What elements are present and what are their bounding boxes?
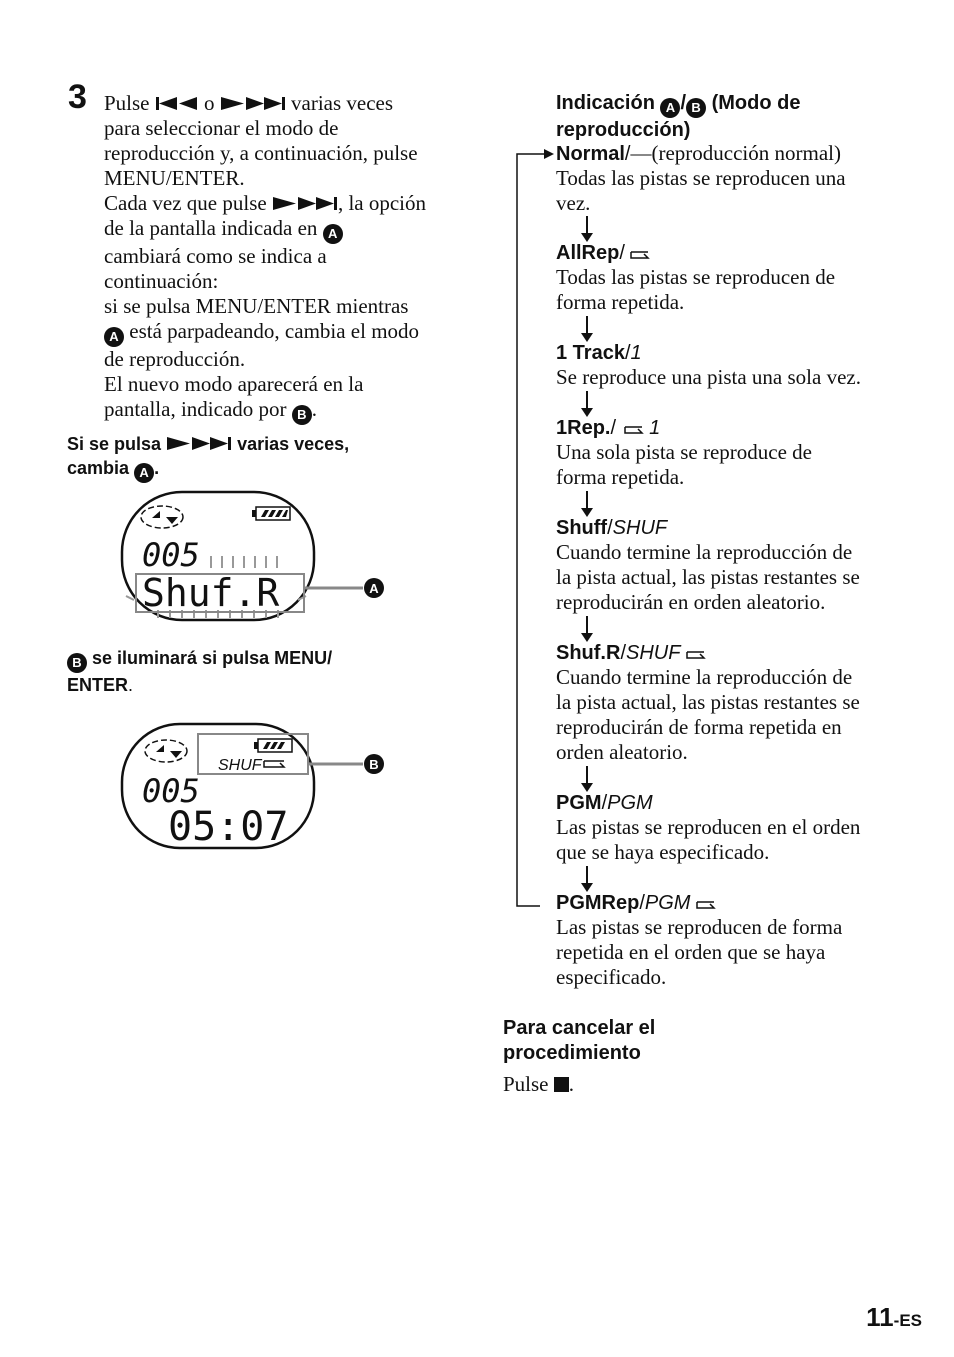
lcd-track-number: 005 bbox=[142, 536, 200, 574]
cancel-text bbox=[503, 1072, 574, 1097]
text: cambia bbox=[67, 458, 130, 478]
text: especificado. bbox=[556, 965, 667, 989]
mode-shufr bbox=[556, 641, 886, 765]
page-number bbox=[866, 1302, 922, 1333]
label-b-icon: B bbox=[292, 405, 312, 425]
text: Pulse bbox=[104, 91, 150, 115]
down-arrow-icon bbox=[586, 391, 588, 415]
text: / bbox=[624, 143, 631, 165]
text: la pista actual, las pistas restantes se bbox=[556, 690, 860, 714]
text: Todas las pistas se reproducen una bbox=[556, 166, 846, 190]
text: procedimiento bbox=[503, 1042, 641, 1064]
down-arrow-icon bbox=[586, 866, 588, 890]
play-next-icon bbox=[166, 436, 232, 451]
text: forma repetida. bbox=[556, 465, 685, 489]
prev-track-icon bbox=[155, 96, 199, 111]
text: —(reproducción normal) bbox=[630, 141, 841, 165]
text: de la pantalla indicada en bbox=[104, 216, 318, 240]
text: / bbox=[639, 892, 645, 914]
text: Pulse bbox=[503, 1072, 549, 1096]
text: reproducirán de forma repetida en bbox=[556, 715, 842, 739]
text: está parpadeando, cambia el modo bbox=[129, 319, 420, 343]
lcd-time: 05:07 bbox=[168, 804, 289, 850]
down-arrow-icon bbox=[586, 766, 588, 790]
text: 1 Track bbox=[556, 342, 625, 364]
text: Shuf.R bbox=[556, 642, 621, 664]
battery-icon bbox=[254, 739, 292, 752]
callout-b-label: B bbox=[369, 757, 379, 772]
text: , la opción bbox=[337, 191, 427, 215]
mode-normal bbox=[556, 141, 886, 216]
text: reproducción y, a continuación, pulse bbox=[104, 141, 418, 165]
text: Indicación bbox=[556, 92, 655, 114]
text: PGM bbox=[607, 792, 653, 814]
lcd-track-number: 005 bbox=[142, 772, 200, 810]
label-a-icon: A bbox=[660, 98, 680, 118]
text: 11 bbox=[866, 1302, 894, 1332]
loop-arrow bbox=[512, 146, 556, 910]
label-a-icon: A bbox=[104, 327, 124, 347]
text: que se haya especificado. bbox=[556, 840, 770, 864]
play-next-icon bbox=[272, 196, 338, 211]
text: Cuando termine la reproducción de bbox=[556, 665, 853, 689]
text: PGM bbox=[644, 892, 691, 914]
text: Cada vez que pulse bbox=[104, 191, 267, 215]
text: Normal bbox=[556, 143, 625, 165]
lcd-display-b bbox=[118, 720, 390, 852]
repeat-icon bbox=[264, 761, 284, 767]
text: forma repetida. bbox=[556, 290, 685, 314]
repeat-icon bbox=[630, 249, 650, 261]
text: Las pistas se reproducen de forma bbox=[556, 915, 843, 939]
text: se iluminará si pulsa MENU/ bbox=[92, 648, 333, 668]
down-arrow-icon bbox=[586, 216, 588, 240]
text: PGM bbox=[556, 792, 602, 814]
label-a-icon: A bbox=[323, 224, 343, 244]
text: Para cancelar el bbox=[503, 1017, 656, 1039]
text: -ES bbox=[893, 1311, 922, 1330]
text: vez. bbox=[556, 191, 591, 215]
text: ENTER bbox=[67, 675, 129, 695]
stop-icon bbox=[554, 1077, 569, 1092]
mode-allrep bbox=[556, 241, 886, 315]
text: Se reproduce una pista una sola vez. bbox=[556, 365, 861, 389]
label-b-icon: B bbox=[67, 653, 87, 673]
step-number: 3 bbox=[68, 78, 87, 116]
mode-pgmrep bbox=[556, 891, 886, 990]
label-b-icon: B bbox=[686, 98, 706, 118]
text: . bbox=[154, 458, 160, 478]
shuffle-disc-icon bbox=[141, 506, 183, 528]
text: varias veces, bbox=[237, 434, 350, 454]
text: reproducirán en orden aleatorio. bbox=[556, 590, 826, 614]
text: continuación: bbox=[104, 269, 219, 293]
text: . bbox=[311, 397, 318, 421]
lcd-display-a bbox=[118, 488, 390, 624]
mode-1track bbox=[556, 341, 886, 390]
text: / bbox=[610, 417, 617, 439]
mode-1rep bbox=[556, 416, 886, 490]
text: Todas las pistas se reproducen de bbox=[556, 265, 836, 289]
text: 1 bbox=[630, 342, 642, 364]
text: o bbox=[204, 91, 215, 115]
text: repetida en el orden que se haya bbox=[556, 940, 826, 964]
down-arrow-icon bbox=[586, 491, 588, 515]
repeat-icon bbox=[696, 899, 716, 911]
text: 1Rep. bbox=[556, 417, 611, 439]
text: varias veces bbox=[291, 91, 394, 115]
text: Si se pulsa bbox=[67, 434, 162, 454]
repeat-icon bbox=[622, 424, 644, 436]
cancel-heading bbox=[503, 1016, 803, 1066]
lcd-shuf-indicator: SHUF bbox=[218, 757, 262, 774]
text: cambiará como se indica a bbox=[104, 244, 327, 268]
text: SHUF bbox=[612, 517, 668, 539]
text: reproducción) bbox=[556, 119, 691, 141]
label-a-icon: A bbox=[134, 463, 154, 483]
text: / bbox=[620, 642, 626, 664]
text: pantalla, indicado por bbox=[104, 397, 287, 421]
text: Las pistas se reproducen en el orden bbox=[556, 815, 861, 839]
text: / bbox=[607, 517, 613, 539]
mode-list-heading: Indicación A / B (Modo de reproducción) bbox=[556, 91, 886, 143]
text: AllRep bbox=[556, 242, 620, 264]
text: Una sola pista se reproduce de bbox=[556, 440, 812, 464]
text: orden aleatorio. bbox=[556, 740, 688, 764]
text: SHUF bbox=[626, 642, 681, 664]
down-arrow-icon bbox=[586, 316, 588, 340]
repeat-icon bbox=[686, 649, 706, 661]
text: / bbox=[619, 242, 625, 264]
text: la pista actual, las pistas restantes se bbox=[556, 565, 860, 589]
text: PGMRep bbox=[556, 892, 640, 914]
callout-a-label: A bbox=[369, 581, 379, 596]
text: si se pulsa MENU/ENTER mientras bbox=[104, 294, 409, 318]
text: . bbox=[128, 675, 134, 695]
subheading-illuminate bbox=[67, 646, 427, 697]
mode-pgm bbox=[556, 791, 886, 865]
lcd-mode-text: Shuf.R bbox=[142, 571, 280, 615]
battery-icon bbox=[252, 507, 290, 520]
text: MENU/ENTER. bbox=[104, 166, 245, 190]
mode-shuff bbox=[556, 516, 886, 615]
text: / bbox=[601, 792, 608, 814]
subheading-shuffle bbox=[67, 432, 427, 483]
play-next-icon bbox=[220, 96, 286, 111]
text: (Modo de bbox=[711, 92, 801, 114]
step-3-text bbox=[104, 91, 449, 425]
shuffle-disc-icon bbox=[145, 740, 187, 762]
text: de reproducción. bbox=[104, 347, 246, 371]
text: / bbox=[624, 342, 631, 364]
text: 1 bbox=[649, 417, 661, 439]
text: Shuff bbox=[556, 517, 608, 539]
text: El nuevo modo aparecerá en la bbox=[104, 372, 364, 396]
text: para seleccionar el modo de bbox=[104, 116, 339, 140]
down-arrow-icon bbox=[586, 616, 588, 640]
text: Cuando termine la reproducción de bbox=[556, 540, 853, 564]
text: . bbox=[568, 1072, 575, 1096]
